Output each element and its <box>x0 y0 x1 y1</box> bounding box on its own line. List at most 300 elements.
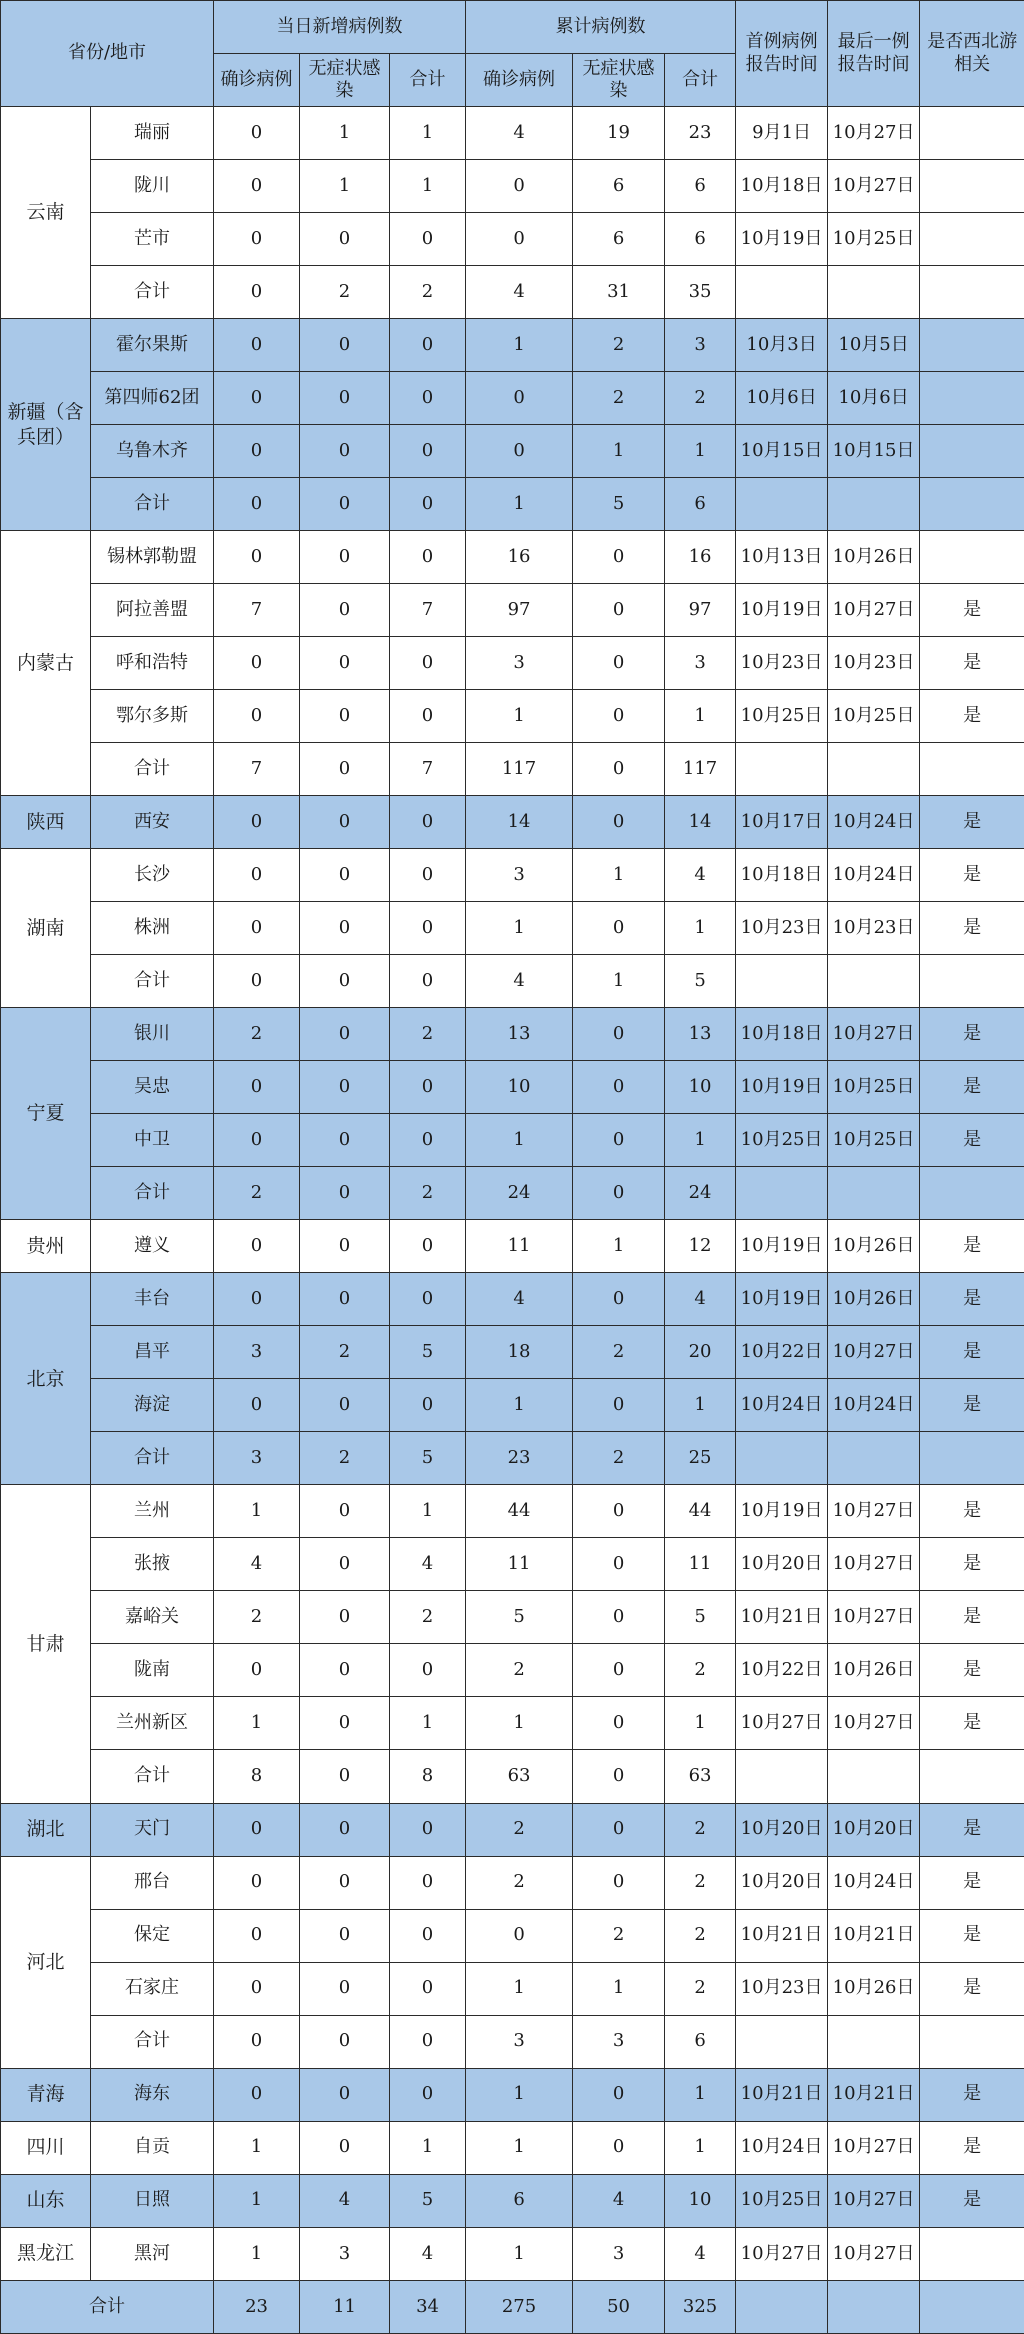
daily-asymptomatic-cell: 0 <box>300 1485 390 1538</box>
cumulative-confirmed-cell: 0 <box>466 1909 573 1962</box>
city-name: 西安 <box>91 796 214 849</box>
city-name: 黑河 <box>91 2227 214 2280</box>
city-name: 兰州新区 <box>91 1697 214 1750</box>
province-name: 湖北 <box>1 1803 91 1856</box>
grand-total-last-report <box>828 2281 920 2334</box>
first-report-cell: 10月19日 <box>736 1485 828 1538</box>
cumulative-confirmed-cell: 14 <box>466 796 573 849</box>
table-row <box>1 372 1024 425</box>
daily-total-cell: 0 <box>390 955 466 1008</box>
city-name: 嘉峪关 <box>91 1591 214 1644</box>
last-report-cell: 10月27日 <box>828 1591 920 1644</box>
cumulative-total-cell: 35 <box>665 266 736 319</box>
city-name: 合计 <box>91 1750 214 1803</box>
daily-asymptomatic-cell: 0 <box>300 425 390 478</box>
cumulative-confirmed-cell: 24 <box>466 1167 573 1220</box>
first-report-cell: 10月18日 <box>736 849 828 902</box>
city-name: 昌平 <box>91 1326 214 1379</box>
cumulative-total-cell: 23 <box>665 107 736 160</box>
daily-confirmed-cell: 0 <box>214 796 300 849</box>
cumulative-confirmed-cell: 3 <box>466 637 573 690</box>
northwest-tour-header: 是否西北游相关 <box>920 1 1024 107</box>
cumulative-asymptomatic-cell: 0 <box>573 1750 665 1803</box>
cumulative-asymptomatic-cell: 0 <box>573 1167 665 1220</box>
northwest-tour-cell: 是 <box>920 1061 1024 1114</box>
city-name: 瑞丽 <box>91 107 214 160</box>
city-name: 遵义 <box>91 1220 214 1273</box>
daily-confirmed-cell: 0 <box>214 849 300 902</box>
daily-total-cell: 0 <box>390 213 466 266</box>
grand-total-cumulative-asymptomatic: 50 <box>573 2281 665 2334</box>
cumulative-confirmed-cell: 11 <box>466 1538 573 1591</box>
table-row <box>1 425 1024 478</box>
last-report-cell: 10月5日 <box>828 319 920 372</box>
city-name: 张掖 <box>91 1538 214 1591</box>
table-row <box>1 107 1024 160</box>
grand-total-cumulative-confirmed: 275 <box>466 2281 573 2334</box>
cumulative-confirmed-cell: 4 <box>466 107 573 160</box>
first-report-cell: 10月21日 <box>736 1909 828 1962</box>
northwest-tour-cell: 是 <box>920 796 1024 849</box>
cumulative-total-cell: 1 <box>665 1114 736 1167</box>
northwest-tour-cell <box>920 372 1024 425</box>
table-row <box>1 690 1024 743</box>
cumulative-total-cell: 4 <box>665 849 736 902</box>
daily-total-cell: 1 <box>390 1697 466 1750</box>
city-name: 石家庄 <box>91 1962 214 2015</box>
last-report-cell <box>828 1432 920 1485</box>
daily-asymptomatic-cell: 0 <box>300 796 390 849</box>
cumulative-asymptomatic-cell: 0 <box>573 531 665 584</box>
daily-confirmed-cell: 7 <box>214 743 300 796</box>
daily-confirmed-cell: 1 <box>214 2227 300 2280</box>
northwest-tour-cell <box>920 478 1024 531</box>
last-report-cell: 10月21日 <box>828 1909 920 1962</box>
daily-total-cell: 1 <box>390 1485 466 1538</box>
province-subtotal-row <box>1 1167 1024 1220</box>
city-name: 丰台 <box>91 1273 214 1326</box>
first-report-cell: 10月20日 <box>736 1538 828 1591</box>
cumulative-confirmed-cell: 0 <box>466 213 573 266</box>
cumulative-asymptomatic-cell: 0 <box>573 2068 665 2121</box>
daily-total-cell: 4 <box>390 2227 466 2280</box>
cumulative-total-cell: 2 <box>665 1909 736 1962</box>
cumulative-asymptomatic-cell: 0 <box>573 796 665 849</box>
northwest-tour-cell <box>920 319 1024 372</box>
northwest-tour-cell: 是 <box>920 1962 1024 2015</box>
city-name: 海东 <box>91 2068 214 2121</box>
northwest-tour-cell <box>920 955 1024 1008</box>
cumulative-total-cell: 4 <box>665 1273 736 1326</box>
northwest-tour-cell: 是 <box>920 1803 1024 1856</box>
daily-asymptomatic-cell: 0 <box>300 1061 390 1114</box>
last-report-cell: 10月27日 <box>828 1485 920 1538</box>
daily-asymptomatic-cell: 0 <box>300 1697 390 1750</box>
daily-total-cell: 0 <box>390 478 466 531</box>
daily-total-cell: 0 <box>390 1061 466 1114</box>
daily-confirmed-cell: 0 <box>214 1909 300 1962</box>
province-name: 河北 <box>1 1856 91 2068</box>
table-row <box>1 2068 1024 2121</box>
northwest-tour-cell: 是 <box>920 1485 1024 1538</box>
first-report-cell <box>736 1167 828 1220</box>
table-row <box>1 1061 1024 1114</box>
cumulative-asymptomatic-cell: 6 <box>573 213 665 266</box>
cumulative-confirmed-header: 确诊病例 <box>466 54 573 107</box>
daily-asymptomatic-cell: 0 <box>300 637 390 690</box>
daily-asymptomatic-cell: 3 <box>300 2227 390 2280</box>
city-name: 合计 <box>91 266 214 319</box>
daily-asymptomatic-cell: 0 <box>300 2121 390 2174</box>
cumulative-confirmed-cell: 2 <box>466 1803 573 1856</box>
table-row <box>1 902 1024 955</box>
cumulative-asymptomatic-cell: 0 <box>573 1114 665 1167</box>
daily-asymptomatic-cell: 0 <box>300 2015 390 2068</box>
cumulative-asymptomatic-cell: 19 <box>573 107 665 160</box>
city-name: 长沙 <box>91 849 214 902</box>
last-report-cell: 10月27日 <box>828 1008 920 1061</box>
daily-total-cell: 0 <box>390 1644 466 1697</box>
daily-confirmed-cell: 0 <box>214 478 300 531</box>
daily-confirmed-cell: 2 <box>214 1591 300 1644</box>
province-name: 新疆（含兵团） <box>1 319 91 531</box>
daily-total-cell: 0 <box>390 1273 466 1326</box>
northwest-tour-cell <box>920 1432 1024 1485</box>
cumulative-asymptomatic-cell: 0 <box>573 743 665 796</box>
cumulative-total-cell: 6 <box>665 213 736 266</box>
northwest-tour-cell <box>920 160 1024 213</box>
last-report-cell: 10月23日 <box>828 902 920 955</box>
cumulative-total-cell: 63 <box>665 1750 736 1803</box>
cumulative-confirmed-cell: 1 <box>466 319 573 372</box>
daily-total-cell: 0 <box>390 1909 466 1962</box>
province-name: 贵州 <box>1 1220 91 1273</box>
daily-confirmed-cell: 1 <box>214 1485 300 1538</box>
last-report-cell: 10月27日 <box>828 1326 920 1379</box>
province-subtotal-row <box>1 266 1024 319</box>
cumulative-confirmed-cell: 11 <box>466 1220 573 1273</box>
daily-total-cell: 0 <box>390 1803 466 1856</box>
daily-confirmed-cell: 0 <box>214 2068 300 2121</box>
daily-confirmed-cell: 3 <box>214 1432 300 1485</box>
cumulative-header: 累计病例数 <box>466 1 736 54</box>
cumulative-total-cell: 3 <box>665 319 736 372</box>
cumulative-total-cell: 6 <box>665 160 736 213</box>
cumulative-asymptomatic-cell: 0 <box>573 1803 665 1856</box>
daily-new-header: 当日新增病例数 <box>214 1 466 54</box>
cumulative-confirmed-cell: 1 <box>466 690 573 743</box>
northwest-tour-cell <box>920 107 1024 160</box>
northwest-tour-cell: 是 <box>920 1114 1024 1167</box>
daily-total-cell: 0 <box>390 1114 466 1167</box>
province-name: 青海 <box>1 2068 91 2121</box>
cumulative-confirmed-cell: 1 <box>466 1379 573 1432</box>
northwest-tour-cell: 是 <box>920 1856 1024 1909</box>
cumulative-confirmed-cell: 2 <box>466 1856 573 1909</box>
cumulative-asymptomatic-cell: 0 <box>573 1379 665 1432</box>
daily-total-cell: 8 <box>390 1750 466 1803</box>
cumulative-confirmed-cell: 4 <box>466 266 573 319</box>
daily-asymptomatic-cell: 0 <box>300 319 390 372</box>
first-report-cell <box>736 2015 828 2068</box>
cumulative-total-cell: 2 <box>665 1644 736 1697</box>
city-name: 合计 <box>91 743 214 796</box>
daily-total-cell: 0 <box>390 690 466 743</box>
last-report-cell: 10月25日 <box>828 213 920 266</box>
last-report-cell <box>828 478 920 531</box>
daily-total-cell: 7 <box>390 743 466 796</box>
table-row <box>1 2121 1024 2174</box>
daily-total-cell: 0 <box>390 796 466 849</box>
northwest-tour-cell: 是 <box>920 1220 1024 1273</box>
daily-total-cell: 0 <box>390 2015 466 2068</box>
city-name: 日照 <box>91 2174 214 2227</box>
cumulative-asymptomatic-cell: 1 <box>573 849 665 902</box>
last-report-cell: 10月26日 <box>828 1220 920 1273</box>
grand-total-first-report <box>736 2281 828 2334</box>
table-row <box>1 1379 1024 1432</box>
table-row <box>1 1273 1024 1326</box>
city-name: 合计 <box>91 478 214 531</box>
daily-asymptomatic-cell: 0 <box>300 1008 390 1061</box>
last-report-cell: 10月24日 <box>828 1379 920 1432</box>
daily-asymptomatic-cell: 0 <box>300 1591 390 1644</box>
cumulative-asymptomatic-header: 无症状感染 <box>573 54 665 107</box>
table-row <box>1 1591 1024 1644</box>
last-report-cell: 10月25日 <box>828 1061 920 1114</box>
last-report-cell: 10月27日 <box>828 1538 920 1591</box>
daily-confirmed-cell: 1 <box>214 2174 300 2227</box>
cumulative-total-cell: 20 <box>665 1326 736 1379</box>
first-report-cell: 10月20日 <box>736 1803 828 1856</box>
city-name: 锡林郭勒盟 <box>91 531 214 584</box>
daily-confirmed-cell: 0 <box>214 1379 300 1432</box>
cumulative-confirmed-cell: 0 <box>466 160 573 213</box>
cumulative-confirmed-cell: 2 <box>466 1644 573 1697</box>
daily-total-cell: 0 <box>390 1220 466 1273</box>
last-report-cell: 10月21日 <box>828 2068 920 2121</box>
daily-total-cell: 0 <box>390 1379 466 1432</box>
daily-confirmed-cell: 0 <box>214 531 300 584</box>
daily-asymptomatic-cell: 0 <box>300 531 390 584</box>
daily-total-cell: 0 <box>390 531 466 584</box>
city-name: 银川 <box>91 1008 214 1061</box>
last-report-cell: 10月23日 <box>828 637 920 690</box>
cumulative-total-cell: 1 <box>665 2121 736 2174</box>
province-subtotal-row <box>1 743 1024 796</box>
table-row <box>1 1909 1024 1962</box>
table-row <box>1 1326 1024 1379</box>
cumulative-total-cell: 117 <box>665 743 736 796</box>
city-name: 第四师62团 <box>91 372 214 425</box>
daily-total-cell: 0 <box>390 1962 466 2015</box>
table-row <box>1 1220 1024 1273</box>
first-report-cell: 10月18日 <box>736 1008 828 1061</box>
table-row <box>1 1803 1024 1856</box>
cumulative-total-cell: 1 <box>665 1697 736 1750</box>
northwest-tour-cell <box>920 743 1024 796</box>
daily-asymptomatic-cell: 0 <box>300 1962 390 2015</box>
cumulative-asymptomatic-cell: 2 <box>573 1909 665 1962</box>
daily-confirmed-cell: 4 <box>214 1538 300 1591</box>
last-report-cell: 10月26日 <box>828 531 920 584</box>
cumulative-confirmed-cell: 10 <box>466 1061 573 1114</box>
province-subtotal-row <box>1 478 1024 531</box>
cumulative-asymptomatic-cell: 5 <box>573 478 665 531</box>
cumulative-asymptomatic-cell: 1 <box>573 425 665 478</box>
first-report-cell: 10月19日 <box>736 1273 828 1326</box>
cumulative-confirmed-cell: 1 <box>466 2121 573 2174</box>
daily-confirmed-cell: 0 <box>214 1644 300 1697</box>
daily-total-cell: 0 <box>390 1856 466 1909</box>
daily-asymptomatic-cell: 0 <box>300 1379 390 1432</box>
daily-total-cell: 2 <box>390 1167 466 1220</box>
daily-asymptomatic-header: 无症状感染 <box>300 54 390 107</box>
daily-total-cell: 2 <box>390 1591 466 1644</box>
province-name: 内蒙古 <box>1 531 91 796</box>
cumulative-confirmed-cell: 97 <box>466 584 573 637</box>
first-report-cell <box>736 266 828 319</box>
daily-asymptomatic-cell: 0 <box>300 1856 390 1909</box>
cumulative-total-cell: 5 <box>665 1591 736 1644</box>
northwest-tour-cell <box>920 2227 1024 2280</box>
daily-total-cell: 5 <box>390 1432 466 1485</box>
cumulative-total-cell: 2 <box>665 1856 736 1909</box>
table-row <box>1 213 1024 266</box>
daily-asymptomatic-cell: 0 <box>300 1803 390 1856</box>
cumulative-asymptomatic-cell: 2 <box>573 1432 665 1485</box>
northwest-tour-cell: 是 <box>920 849 1024 902</box>
first-report-cell: 10月6日 <box>736 372 828 425</box>
cumulative-confirmed-cell: 1 <box>466 1114 573 1167</box>
province-name: 云南 <box>1 107 91 319</box>
first-report-cell: 10月19日 <box>736 1061 828 1114</box>
last-report-cell: 10月27日 <box>828 2121 920 2174</box>
table-header <box>1 1 1024 107</box>
last-report-cell: 10月20日 <box>828 1803 920 1856</box>
province-subtotal-row <box>1 1432 1024 1485</box>
grand-total-daily-total: 34 <box>390 2281 466 2334</box>
daily-confirmed-cell: 0 <box>214 2015 300 2068</box>
last-report-cell <box>828 743 920 796</box>
last-report-header: 最后一例报告时间 <box>828 1 920 107</box>
last-report-cell <box>828 1167 920 1220</box>
daily-confirmed-cell: 0 <box>214 213 300 266</box>
first-report-cell: 10月24日 <box>736 1379 828 1432</box>
daily-total-cell: 0 <box>390 849 466 902</box>
daily-confirmed-cell: 0 <box>214 1273 300 1326</box>
cumulative-total-cell: 1 <box>665 690 736 743</box>
northwest-tour-cell: 是 <box>920 2174 1024 2227</box>
daily-confirmed-cell: 0 <box>214 107 300 160</box>
first-report-cell: 10月20日 <box>736 1856 828 1909</box>
cumulative-total-cell: 2 <box>665 1803 736 1856</box>
daily-total-cell: 5 <box>390 1326 466 1379</box>
daily-confirmed-cell: 1 <box>214 2121 300 2174</box>
northwest-tour-cell <box>920 531 1024 584</box>
city-name: 邢台 <box>91 1856 214 1909</box>
first-report-cell: 10月18日 <box>736 160 828 213</box>
daily-asymptomatic-cell: 1 <box>300 160 390 213</box>
cumulative-confirmed-cell: 13 <box>466 1008 573 1061</box>
daily-asymptomatic-cell: 0 <box>300 743 390 796</box>
grand-total-northwest-tour <box>920 2281 1024 2334</box>
cumulative-asymptomatic-cell: 31 <box>573 266 665 319</box>
cumulative-confirmed-cell: 1 <box>466 2227 573 2280</box>
daily-asymptomatic-cell: 2 <box>300 1326 390 1379</box>
city-name: 自贡 <box>91 2121 214 2174</box>
grand-total-daily-asymptomatic: 11 <box>300 2281 390 2334</box>
cumulative-confirmed-cell: 1 <box>466 478 573 531</box>
cumulative-confirmed-cell: 23 <box>466 1432 573 1485</box>
daily-asymptomatic-cell: 0 <box>300 372 390 425</box>
cumulative-confirmed-cell: 117 <box>466 743 573 796</box>
cumulative-total-cell: 6 <box>665 478 736 531</box>
province-name: 山东 <box>1 2174 91 2227</box>
table-row <box>1 1485 1024 1538</box>
cumulative-confirmed-cell: 1 <box>466 1697 573 1750</box>
first-report-cell: 10月15日 <box>736 425 828 478</box>
northwest-tour-cell: 是 <box>920 1008 1024 1061</box>
first-report-cell: 10月17日 <box>736 796 828 849</box>
daily-confirmed-cell: 3 <box>214 1326 300 1379</box>
northwest-tour-cell <box>920 1750 1024 1803</box>
cumulative-total-cell: 3 <box>665 637 736 690</box>
cumulative-asymptomatic-cell: 2 <box>573 1326 665 1379</box>
daily-total-cell: 4 <box>390 1538 466 1591</box>
table-row <box>1 1114 1024 1167</box>
cumulative-confirmed-cell: 16 <box>466 531 573 584</box>
table-row <box>1 1538 1024 1591</box>
daily-confirmed-cell: 0 <box>214 1220 300 1273</box>
first-report-cell: 10月22日 <box>736 1644 828 1697</box>
last-report-cell: 10月27日 <box>828 160 920 213</box>
daily-confirmed-cell: 0 <box>214 902 300 955</box>
daily-confirmed-header: 确诊病例 <box>214 54 300 107</box>
northwest-tour-cell <box>920 2015 1024 2068</box>
grand-total-cumulative-total: 325 <box>665 2281 736 2334</box>
cumulative-asymptomatic-cell: 3 <box>573 2227 665 2280</box>
cumulative-confirmed-cell: 1 <box>466 1962 573 2015</box>
table-row <box>1 1644 1024 1697</box>
table-row <box>1 2174 1024 2227</box>
northwest-tour-cell: 是 <box>920 1538 1024 1591</box>
daily-total-cell: 0 <box>390 372 466 425</box>
first-report-cell: 10月22日 <box>736 1326 828 1379</box>
cumulative-confirmed-cell: 3 <box>466 849 573 902</box>
last-report-cell: 10月24日 <box>828 1856 920 1909</box>
daily-confirmed-cell: 1 <box>214 1697 300 1750</box>
cumulative-confirmed-cell: 4 <box>466 1273 573 1326</box>
province-name: 陕西 <box>1 796 91 849</box>
first-report-cell: 10月19日 <box>736 584 828 637</box>
table-row <box>1 849 1024 902</box>
cumulative-total-cell: 1 <box>665 1379 736 1432</box>
daily-total-cell: 1 <box>390 160 466 213</box>
first-report-cell: 10月25日 <box>736 690 828 743</box>
first-report-header: 首例病例报告时间 <box>736 1 828 107</box>
daily-asymptomatic-cell: 0 <box>300 1538 390 1591</box>
cumulative-asymptomatic-cell: 3 <box>573 2015 665 2068</box>
cumulative-total-cell: 12 <box>665 1220 736 1273</box>
daily-confirmed-cell: 0 <box>214 425 300 478</box>
last-report-cell: 10月27日 <box>828 2227 920 2280</box>
province-subtotal-row <box>1 955 1024 1008</box>
daily-total-cell: 0 <box>390 2068 466 2121</box>
cumulative-total-cell: 5 <box>665 955 736 1008</box>
cumulative-total-header: 合计 <box>665 54 736 107</box>
cumulative-asymptomatic-cell: 0 <box>573 584 665 637</box>
